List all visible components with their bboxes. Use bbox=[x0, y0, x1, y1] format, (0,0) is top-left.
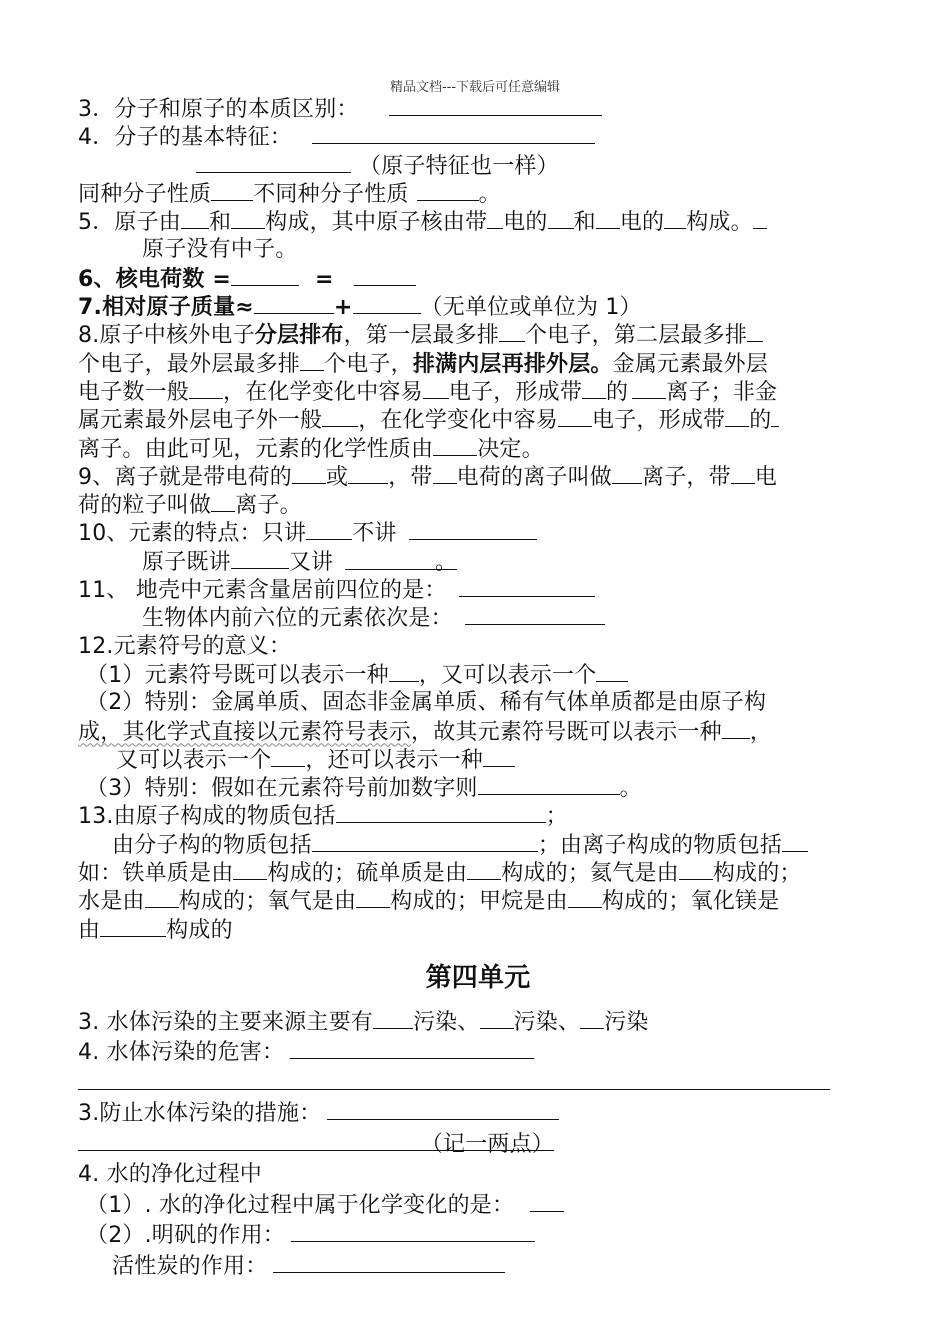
line-u4-purify-2: （2）.明矾的作用： bbox=[78, 1221, 878, 1252]
blank[interactable] bbox=[306, 519, 352, 540]
line-q8-4: 属元素最外层电子外一般 ，在化学变化中容易 电子，形成带 的 bbox=[78, 406, 878, 434]
blank[interactable] bbox=[731, 463, 755, 484]
blank[interactable] bbox=[725, 406, 749, 427]
blank[interactable] bbox=[433, 435, 477, 456]
blank[interactable] bbox=[596, 661, 628, 682]
line-no-neutron: 原子没有中子。 bbox=[142, 237, 298, 263]
line-u4-purify: 4. 水的净化过程中 bbox=[78, 1162, 262, 1188]
blank[interactable] bbox=[348, 463, 388, 484]
blank[interactable] bbox=[211, 180, 253, 201]
section-unit4 bbox=[78, 1008, 878, 1283]
blank[interactable] bbox=[480, 1008, 514, 1029]
line-q6: 6、核电荷数 = = bbox=[78, 265, 878, 293]
blank[interactable] bbox=[417, 180, 479, 201]
blank[interactable] bbox=[291, 1221, 535, 1242]
blank[interactable] bbox=[433, 463, 457, 484]
line-q13-2: 由分子构的物质包括 ；由离子构成的物质包括 bbox=[78, 831, 878, 859]
line-q4-cont: （原子特征也一样） bbox=[78, 152, 878, 180]
line-q13-3: 如：铁单质是由 构成的；硫单质是由 构成的；氦气是由 构成的； bbox=[78, 861, 802, 887]
line-q13-4: 水是由 构成的；氧气是由 构成的；甲烷是由 构成的；氧化镁是 bbox=[78, 889, 780, 915]
blank[interactable] bbox=[530, 1191, 564, 1212]
line-q10-2: 原子既讲 又讲 。 bbox=[142, 549, 458, 575]
line-u4-purify-1: （1）. 水的净化过程中属于化学变化的是： bbox=[78, 1191, 878, 1222]
line-u4-q4: 4. 水体污染的危害： bbox=[78, 1038, 878, 1069]
blank[interactable] bbox=[312, 123, 595, 144]
blank[interactable] bbox=[596, 208, 620, 229]
worksheet-content bbox=[78, 95, 878, 1282]
blank[interactable] bbox=[499, 321, 525, 342]
line-q13: 13.由原子构成的物质包括 ； bbox=[78, 804, 568, 830]
line-q12-3: （3）特别：假如在元素符号前加数字则 。 bbox=[86, 776, 642, 802]
blank[interactable] bbox=[231, 208, 265, 229]
blank[interactable] bbox=[722, 718, 750, 739]
page-header: 精品文档---下载后可任意编辑 bbox=[389, 80, 561, 95]
line-q8: 8.原子中核外电子分层排布，第一层最多排 个电子，第二层最多排 bbox=[78, 321, 878, 349]
blank[interactable] bbox=[290, 1038, 534, 1059]
blank[interactable] bbox=[189, 378, 223, 399]
line-q8-5: 离子。由此可见，元素的化学性质由 决定。 bbox=[78, 436, 544, 462]
line-q5: 5．原子由 和 构成，其中原子核由带 电的 和 电的 构成。 bbox=[78, 208, 878, 236]
line-q10: 10、元素的特点：只讲 不讲 bbox=[78, 519, 878, 547]
blank[interactable] bbox=[271, 746, 305, 767]
blank[interactable] bbox=[322, 406, 358, 427]
line-q12-2b: 成，其化学式直接以元素符号表示，故其元素符号既可以表示一种 ， bbox=[78, 719, 773, 745]
blank[interactable] bbox=[747, 321, 763, 342]
blank[interactable] bbox=[580, 1008, 604, 1029]
line-q8-2: 个电子，最外层最多排 个电子，排满内层再排外层。金属元素最外层 bbox=[78, 351, 769, 377]
blank[interactable] bbox=[389, 661, 419, 682]
blank[interactable] bbox=[300, 350, 324, 371]
blank[interactable] bbox=[467, 859, 501, 880]
blank[interactable]: （记一两点） bbox=[78, 1130, 554, 1151]
blank[interactable] bbox=[459, 576, 595, 597]
blank[interactable]: 。 bbox=[345, 549, 457, 570]
blank[interactable] bbox=[409, 519, 537, 540]
blank[interactable] bbox=[356, 887, 390, 908]
blank[interactable] bbox=[373, 1008, 413, 1029]
line-q12-2: （2）特别：金属单质、固态非金属单质、稀有气体单质都是由原子构 bbox=[86, 690, 767, 716]
line-q3: 3．分子和原子的本质区别： bbox=[78, 95, 878, 123]
blank[interactable] bbox=[632, 378, 666, 399]
line-property: 同种分子性质 不同种分子性质 。 bbox=[78, 181, 501, 207]
line-q11-2: 生物体内前六位的元素依次是： bbox=[78, 604, 878, 632]
blank[interactable] bbox=[423, 378, 449, 399]
line-q12-1: （1）元素符号既可以表示一种 ，又可以表示一个 bbox=[78, 661, 878, 689]
blank[interactable] bbox=[612, 463, 642, 484]
blank[interactable] bbox=[771, 406, 779, 427]
blank[interactable] bbox=[487, 208, 503, 229]
blank[interactable] bbox=[312, 831, 538, 852]
blank[interactable] bbox=[478, 774, 620, 795]
blank[interactable] bbox=[181, 208, 209, 229]
line-u4-q4-2 bbox=[78, 1069, 878, 1100]
line-u4-prevent: 3.防止水体污染的措施： bbox=[78, 1099, 878, 1130]
blank[interactable] bbox=[782, 831, 808, 852]
line-q4: 4．分子的基本特征： bbox=[78, 123, 878, 151]
blank[interactable] bbox=[327, 1099, 559, 1120]
section-title: 第四单元 bbox=[425, 962, 531, 993]
line-q7: 7.相对原子质量≈ + （无单位或单位为 1） bbox=[78, 295, 642, 321]
line-q8-3: 电子数一般 ，在化学变化中容易 电子，形成带 的 离子；非金 bbox=[78, 379, 778, 405]
blank[interactable] bbox=[211, 491, 235, 512]
blank[interactable] bbox=[664, 208, 686, 229]
blank[interactable] bbox=[233, 859, 267, 880]
blank[interactable] bbox=[292, 463, 326, 484]
blank[interactable] bbox=[354, 265, 416, 286]
line-u4-purify-3: 活性炭的作用： bbox=[78, 1252, 878, 1283]
blank[interactable] bbox=[465, 604, 605, 625]
blank[interactable] bbox=[145, 887, 179, 908]
blank[interactable] bbox=[231, 265, 299, 286]
blank[interactable] bbox=[336, 802, 546, 823]
blank[interactable] bbox=[389, 95, 602, 116]
blank[interactable] bbox=[231, 548, 289, 569]
blank[interactable] bbox=[568, 887, 602, 908]
line-u4-prevent-2 bbox=[78, 1130, 878, 1161]
line-q11: 11、 地壳中元素含量居前四位的是： bbox=[78, 576, 878, 604]
blank[interactable] bbox=[353, 293, 421, 314]
blank[interactable] bbox=[483, 746, 515, 767]
blank[interactable] bbox=[679, 859, 713, 880]
line-q12-2c: 又可以表示一个 ，还可以表示一种 bbox=[78, 746, 878, 774]
blank[interactable] bbox=[254, 293, 334, 314]
blank[interactable] bbox=[100, 916, 166, 937]
blank[interactable] bbox=[78, 1069, 830, 1090]
blank[interactable] bbox=[582, 378, 606, 399]
blank[interactable] bbox=[753, 208, 767, 229]
blank[interactable] bbox=[558, 406, 592, 427]
line-u4-q3: 3. 水体污染的主要来源主要有 污染、 污染、 污染 bbox=[78, 1009, 649, 1035]
line-q12: 12.元素符号的意义： bbox=[78, 633, 292, 659]
blank[interactable] bbox=[273, 1252, 505, 1273]
blank[interactable] bbox=[196, 152, 351, 173]
line-q13-5: 由 构成的 bbox=[78, 917, 233, 943]
line-q9-2: 荷的粒子叫做 离子。 bbox=[78, 493, 302, 519]
line-q9: 9、离子就是带电荷的 或 ，带 电荷的离子叫做 离子，带 电 bbox=[78, 464, 778, 490]
blank[interactable] bbox=[548, 208, 574, 229]
